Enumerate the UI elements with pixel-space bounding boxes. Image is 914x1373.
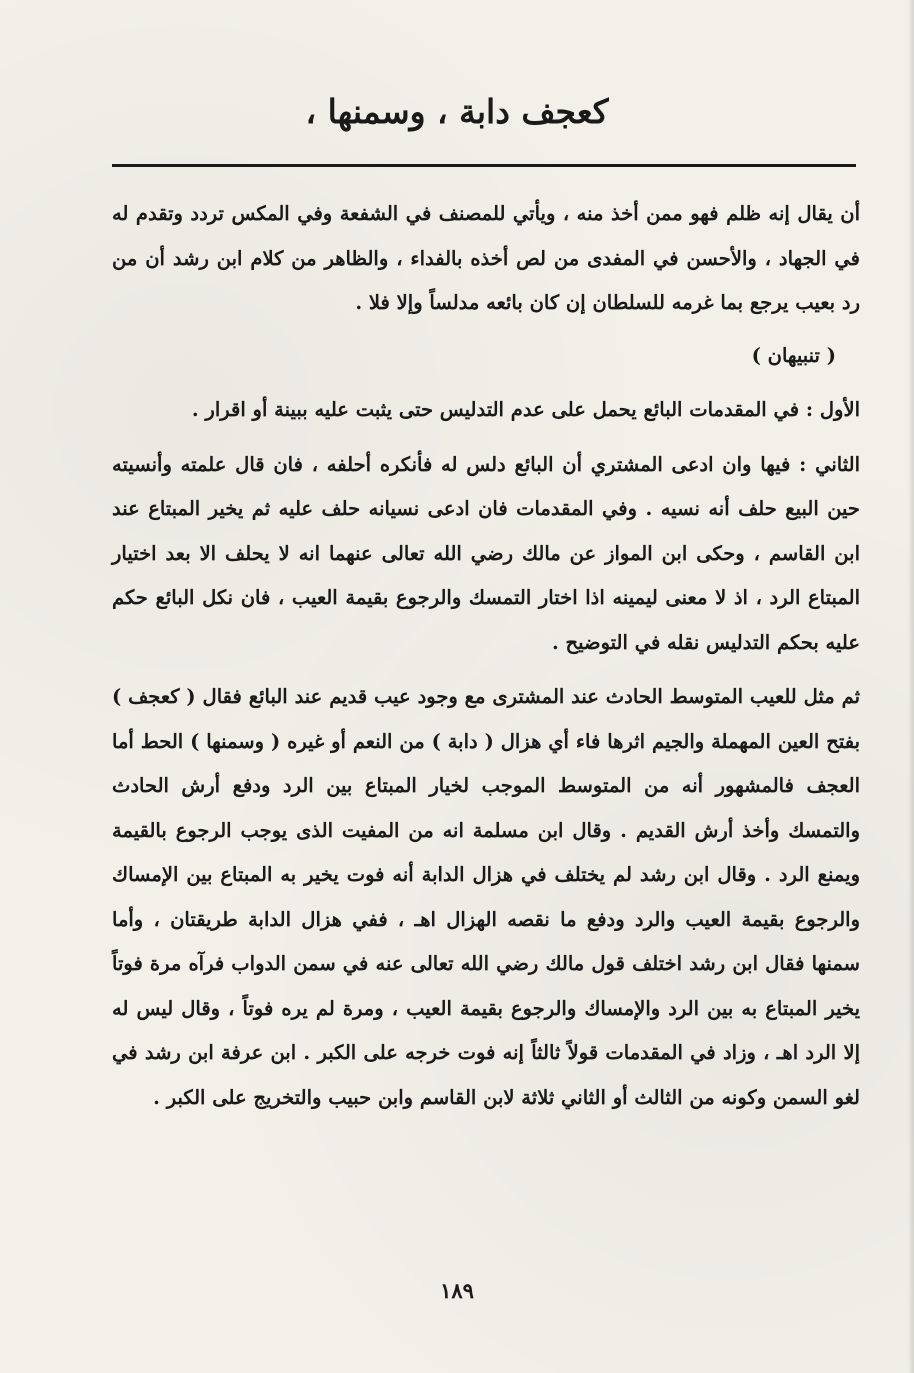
paragraph-second-note: الثاني : فيها وان ادعى المشتري أن البائع دلس له فأنكره أحلفه ، فان قال علمته وأنسيته حين البيع حلف أنه نسيه . وفي المقدمات فان ادعى نسيانه حلف عليه ثم يخير المبتاع عند ابن القاسم ، وحكى ابن المواز عن مالك رضي الله تعالى عنهما انه لا يحلف الا بعد اختيار المبتاع الرد ، اذ لا معنى ليمينه اذا اختار التمسك والرجوع بقيمة العيب ، فان نكل البائع حكم عليه بحكم التدليس نقله في التوضيح . [112, 452, 860, 654]
paragraph-commentary: ثم مثل للعيب المتوسط الحادث عند المشترى مع وجود عيب قديم عند البائع فقال ( كعجف ) بفتح العين المهملة والجيم اثرها فاء أي هزال ( دابة ) من النعم أو غيره ( وسمنها ) الحط أما العجف فالمشهور أنه من المتوسط الموجب لخيار المبتاع بين الرد ودفع أرش الحادث والتمسك وأخذ أرش القديم . وقال ابن مسلمة انه من المفيت الذى يوجب الرجوع بالقيمة ويمنع الرد . وقال ابن رشد لم يختلف في هزال الدابة أنه فوت يخير به المبتاع بين الإمساك والرجوع بقيمة العيب والرد ودفع ما نقصه الهزال اهـ ، ففي هزال الدابة طريقتان ، وأما سمنها فقال ابن رشد اختلف قول مالك رضي الله تعالى عنه في سمن الدواب فرآه مرة فوتاً يخير المبتاع به بين الرد والإمساك والرجوع بقيمة العيب ، ومرة لم يره فوتاً ، وقال ليس له إلا الرد اهـ ، وزاد في المقدمات قولاً ثالثاً إنه فوت خرجه على الكبر . ابن عرفة ابن رشد في لغو السمن وكونه من الثالث أو الثاني ثلاثة لابن القاسم وابن حبيب والتخريج على الكبر . [112, 685, 860, 1109]
section-heading-tanbihan: ( تنبيهان ) [751, 343, 836, 367]
running-header-title: كعجف دابة ، وسمنها ، [305, 92, 609, 131]
paragraph-first-note: الأول : في المقدمات البائع يحمل على عدم التدليس حتى يثبت عليه ببينة أو اقرار . [191, 398, 860, 421]
page-number: ١٨٩ [440, 1278, 474, 1303]
paragraph-opening: أن يقال إنه ظلم فهو ممن أخذ منه ، ويأتي للمصنف في الشفعة وفي المكس تردد وتقدم له في الجهاد ، والأحسن في المفدى من لص أخذه بالفداء ، والظاهر من كلام ابن رشد أن من رد بعيب يرجع بما غرمه للسلطان إن كان بائعه مدلساً وإلا فلا . [112, 202, 860, 314]
page-edge-shadow [908, 0, 914, 1373]
main-text-block [112, 192, 860, 1120]
header-divider-rule [112, 164, 856, 167]
